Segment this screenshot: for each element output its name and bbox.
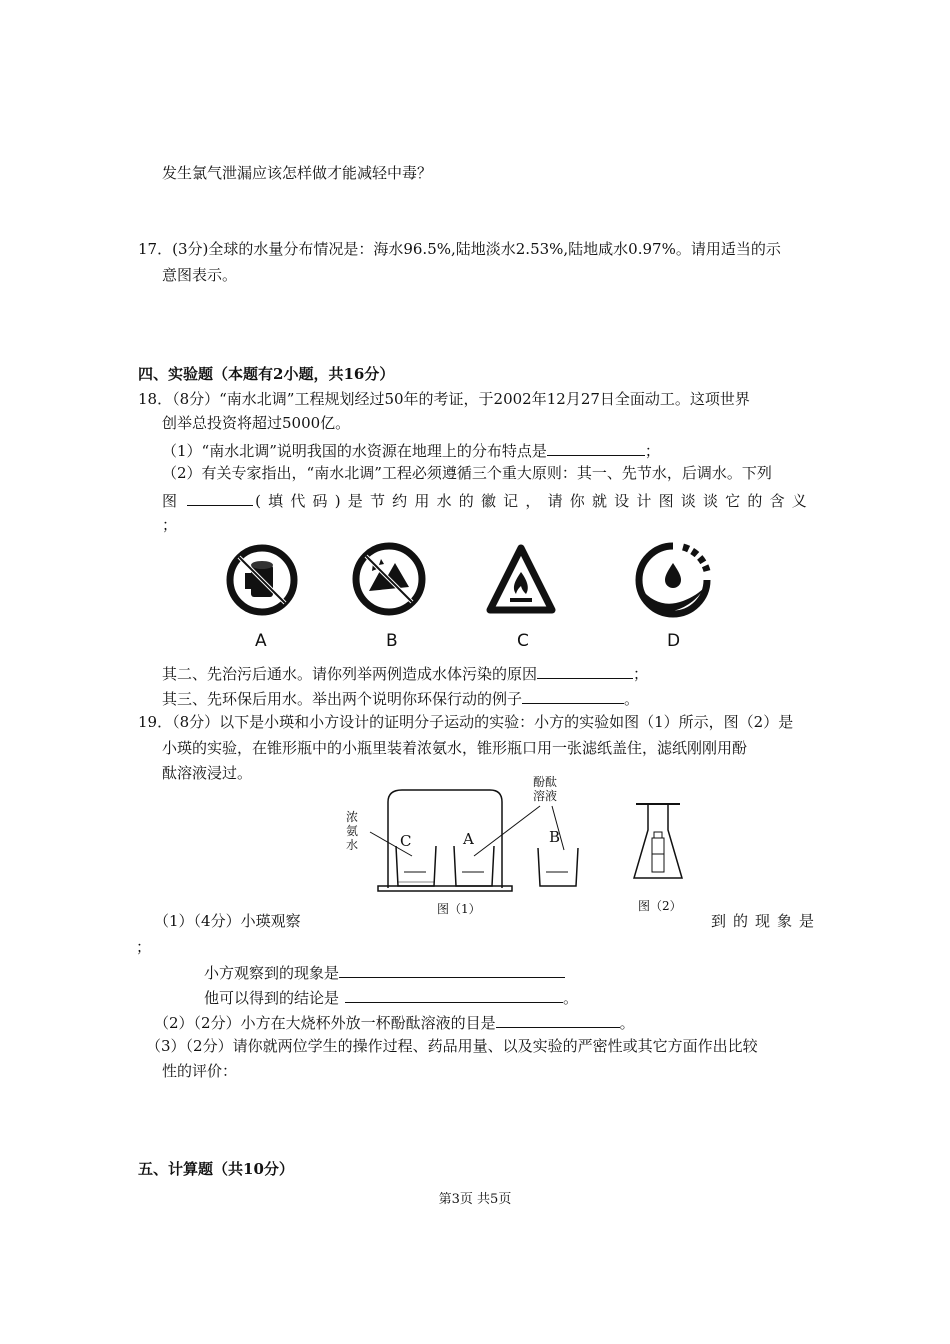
- section4-title: 四、实验题（本题有2小题，共16分）: [138, 365, 395, 383]
- q19-line3: 酞溶液浸过。: [162, 764, 253, 782]
- no-pouring-icon: [225, 543, 299, 617]
- no-burning-icon: [351, 541, 427, 617]
- flammable-warning-icon: [486, 544, 556, 616]
- q19-line2: 小瑛的实验，在锥形瓶中的小瓶里装着浓氨水，锥形瓶口用一张滤纸盖住，滤纸刚刚用酚: [162, 739, 748, 757]
- answer-blank[interactable]: [496, 1011, 620, 1028]
- experiment-diagram: [330, 780, 700, 900]
- q19-sub1-left: （1）（4分）小瑛观察: [154, 912, 301, 930]
- q18-principle3: 其三、先环保后用水。举出两个说明你环保行动的例子 。: [162, 687, 639, 709]
- q19-line1: 19．（8分）以下是小瑛和小方设计的证明分子运动的实验：小方的实验如图（1）所示，图（2）是: [138, 713, 794, 731]
- q18-line2: 创举总投资将超过5000亿。: [162, 414, 351, 432]
- beaker-label-a: A: [463, 830, 474, 848]
- q18-line1: 18．（8分）“南水北调”工程规划经过50年的考证，于2002年12月27日全面动工。这项世界: [138, 390, 750, 408]
- q19-sub3-line2: 性的评价：: [162, 1062, 238, 1080]
- answer-blank[interactable]: [547, 439, 645, 456]
- answer-blank[interactable]: [339, 961, 565, 978]
- figure2-caption: 图（2）: [638, 899, 682, 913]
- icon-label-c: C: [517, 631, 529, 651]
- answer-blank[interactable]: [522, 687, 624, 704]
- q18-sub1: （1）“南水北调”说明我国的水资源在地理上的分布特点是 ；: [162, 439, 660, 461]
- water-saving-emblem-icon: [633, 541, 713, 619]
- page-footer: 第3页 共5页: [438, 1192, 512, 1207]
- icon-label-d: D: [667, 631, 681, 651]
- q16-tail: 发生氯气泄漏应该怎样做才能减轻中毒？: [162, 164, 433, 182]
- beaker-label-c: C: [400, 832, 412, 850]
- q18-sub2-line3: ；: [162, 516, 178, 534]
- label-phenolphthalein: 酚酞 溶液: [533, 775, 558, 803]
- q18-principle2: 其二、先治污后通水。请你列举两例造成水体污染的原因 ；: [162, 662, 648, 684]
- q17-line1: 17．(3分)全球的水量分布情况是：海水96.5%,陆地淡水2.53%,陆地咸水0.97%。请用适当的示: [138, 240, 781, 258]
- answer-blank[interactable]: [345, 986, 563, 1003]
- q19-conclusion: 他可以得到的结论是 。: [204, 986, 578, 1008]
- q19-sub2: （2）（2分）小方在大烧杯外放一杯酚酞溶液的目是 。: [154, 1011, 635, 1033]
- answer-blank[interactable]: [187, 489, 253, 506]
- label-ammonia: 浓 氨 水: [345, 810, 358, 852]
- icon-label-a: A: [255, 631, 267, 651]
- q19-sub1-right: 到 的 现 象 是: [711, 912, 814, 930]
- q19-sub1-end: ；: [136, 938, 152, 956]
- q19-obs-fang: 小方观察到的现象是: [204, 961, 565, 983]
- q18-sub2-line2: 图 (填代码)是节约用水的徽记，请你就设计图谈谈它的含义: [162, 489, 814, 511]
- beaker-label-b: B: [549, 828, 561, 846]
- answer-blank[interactable]: [537, 662, 633, 679]
- section5-title: 五、计算题（共10分）: [138, 1160, 294, 1178]
- icon-label-b: B: [386, 631, 398, 651]
- q17-line2: 意图表示。: [162, 266, 238, 284]
- q19-sub3-line1: （3）（2分）请你就两位学生的操作过程、药品用量、以及实验的严密性或其它方面作出比较: [146, 1037, 758, 1055]
- q18-sub2-line1: （2）有关专家指出，“南水北调”工程必须遵循三个重大原则：其一、先节水，后调水。下列: [162, 464, 772, 482]
- figure1-caption: 图（1）: [437, 902, 481, 916]
